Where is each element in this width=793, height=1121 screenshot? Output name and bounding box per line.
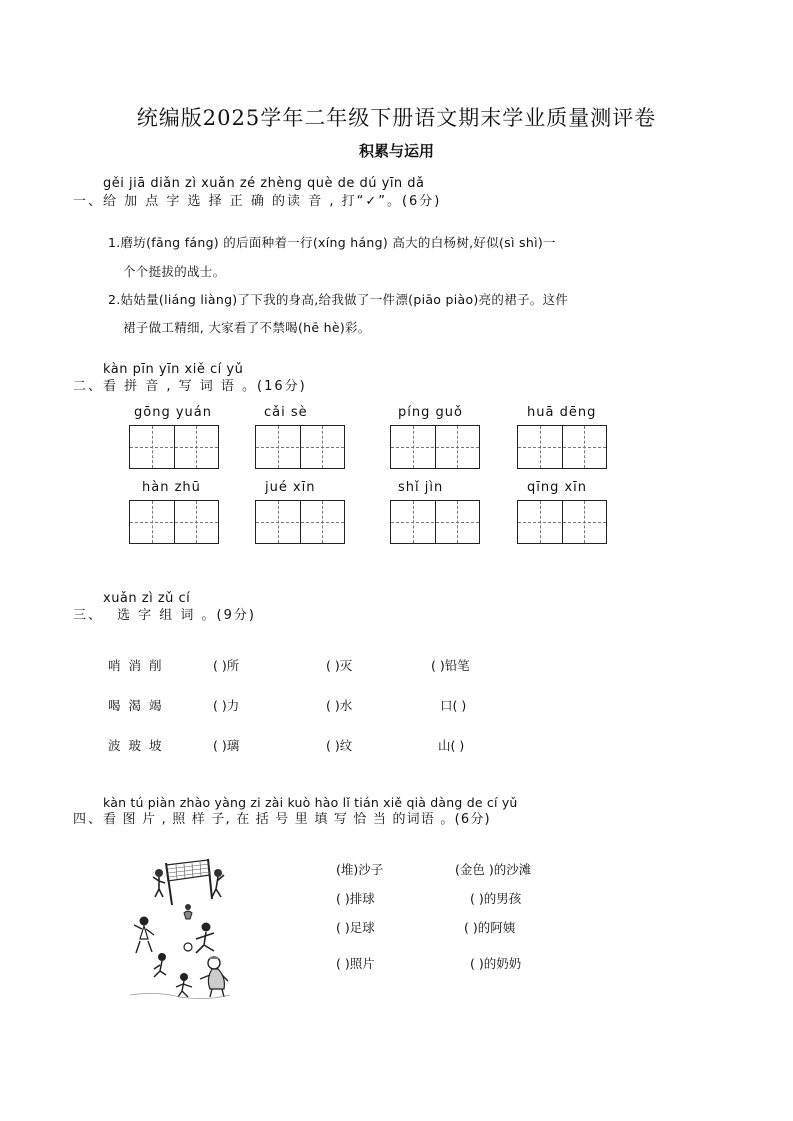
- char-options: 波 玻 坡: [108, 738, 164, 753]
- word-pinyin: píng guǒ: [398, 405, 463, 420]
- q1-item1-line1: 1.磨坊(fāng fáng) 的后面种着一行(xíng háng) 高大的白杨树,好似(sì shì)一: [108, 235, 556, 250]
- fill-blank[interactable]: ( )足球: [336, 920, 375, 935]
- fill-blank[interactable]: ( )纹: [326, 738, 353, 753]
- word-pinyin: cǎi sè: [264, 405, 308, 420]
- writing-grid[interactable]: [517, 425, 607, 469]
- word-pinyin: hàn zhū: [142, 480, 201, 495]
- fill-blank[interactable]: ( )铅笔: [431, 658, 470, 673]
- word-pinyin: shǐ jìn: [398, 480, 444, 495]
- fill-blank[interactable]: ( )灭: [326, 658, 353, 673]
- writing-grid[interactable]: [390, 500, 480, 544]
- q1-item1-line2: 个个挺拔的战士。: [123, 264, 226, 279]
- word-pinyin: jué xīn: [265, 480, 316, 495]
- fill-blank[interactable]: 山( ): [438, 738, 465, 753]
- q4-instruction: 看 图 片 , 照 样 子, 在 括 号 里 填 写 恰 当 的词语 。(6分): [103, 812, 491, 827]
- q4-number: 四、: [73, 812, 104, 827]
- writing-grid[interactable]: [129, 500, 219, 544]
- section-subtitle: 积累与运用: [358, 142, 434, 160]
- word-pinyin: huā dēng: [527, 405, 597, 420]
- fill-blank[interactable]: ( )所: [213, 658, 240, 673]
- q1-item2-line1: 2.姑姑量(liáng liàng)了下我的身高,给我做了一件漂(piāo piào)亮的裙子。这件: [108, 292, 569, 307]
- q1-instruction: 给 加 点 字 选 择 正 确 的读 音 , 打“✓”。(6分): [103, 194, 442, 209]
- fill-blank[interactable]: 口( ): [440, 698, 467, 713]
- fill-blank[interactable]: ( )璃: [213, 738, 240, 753]
- writing-grid[interactable]: [517, 500, 607, 544]
- writing-grid[interactable]: [255, 425, 345, 469]
- word-pinyin: gōng yuán: [134, 405, 212, 420]
- q1-pinyin: gěi jiā diǎn zì xuǎn zé zhèng què de dú yīn dǎ: [103, 176, 425, 191]
- fill-blank[interactable]: ( )水: [326, 698, 353, 713]
- q2-pinyin: kàn pīn yīn xiě cí yǔ: [103, 362, 244, 377]
- word-pinyin: qīng xīn: [527, 480, 588, 495]
- q3-instruction: 选 字 组 词 。(9分): [117, 608, 256, 623]
- q3-number: 三、: [73, 608, 104, 623]
- q1-item2-line2: 裙子做工精细, 大家看了不禁喝(hē hè)彩。: [123, 320, 371, 335]
- writing-grid[interactable]: [129, 425, 219, 469]
- example-a: (堆)沙子: [336, 862, 384, 877]
- q2-instruction: 看 拼 音 , 写 词 语 。(16分): [103, 379, 307, 394]
- q4-pinyin: kàn tú piàn zhào yàng zi zài kuò hào lǐ tián xiě qià dàng de cí yǔ: [103, 795, 518, 810]
- fill-blank[interactable]: ( )排球: [336, 891, 375, 906]
- page-title: 统编版2025学年二年级下册语文期末学业质量测评卷: [136, 106, 657, 130]
- fill-blank[interactable]: ( )的阿姨: [464, 920, 516, 935]
- fill-blank[interactable]: ( )力: [213, 698, 240, 713]
- fill-blank[interactable]: ( )的奶奶: [470, 956, 522, 971]
- fill-blank[interactable]: ( )的男孩: [470, 891, 522, 906]
- char-options: 喝 渴 竭: [108, 698, 164, 713]
- writing-grid[interactable]: [390, 425, 480, 469]
- example-b: (金色 )的沙滩: [455, 862, 532, 877]
- q2-number: 二、: [73, 379, 104, 394]
- fill-blank[interactable]: ( )照片: [336, 956, 375, 971]
- children-beach-illustration: [126, 855, 232, 1001]
- writing-grid[interactable]: [255, 500, 345, 544]
- q3-pinyin: xuǎn zì zǔ cí: [103, 591, 191, 606]
- q1-number: 一、: [73, 194, 104, 209]
- char-options: 哨 消 削: [108, 658, 164, 673]
